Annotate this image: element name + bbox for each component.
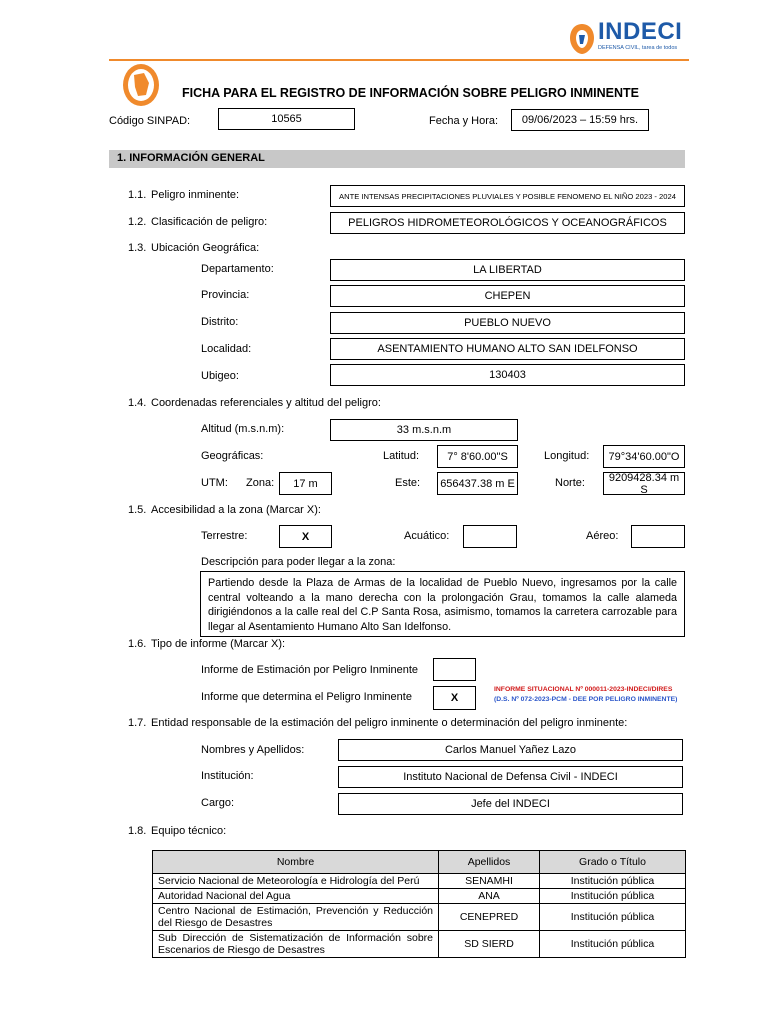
table-cell: Institución pública bbox=[540, 874, 686, 889]
cargo-label: Cargo: bbox=[201, 797, 235, 809]
ubigeo-field[interactable]: 130403 bbox=[330, 364, 685, 386]
table-row bbox=[153, 874, 686, 889]
equipo-table bbox=[152, 850, 686, 958]
longitud-field[interactable]: 79°34'60.00"O bbox=[603, 445, 685, 468]
peligro-field[interactable]: ANTE INTENSAS PRECIPITACIONES PLUVIALES Y POSIBLE FENOMENO EL NIÑO 2023 - 2024 bbox=[330, 185, 685, 207]
informe-note-blue: (D.S. Nº 072-2023-PCM - DEE POR PELIGRO INMINENTE) bbox=[494, 696, 678, 703]
indeci-logo-text: INDECI bbox=[598, 18, 683, 45]
sinpad-field[interactable]: 10565 bbox=[218, 108, 355, 130]
utm-label: UTM: bbox=[201, 477, 228, 489]
coordenadas-label: Coordenadas referenciales y altitud del peligro: bbox=[151, 397, 381, 409]
terrestre-checkbox[interactable]: X bbox=[279, 525, 332, 548]
entidad-num: 1.7. bbox=[128, 717, 147, 729]
page-title: FICHA PARA EL REGISTRO DE INFORMACIÓN SOBRE PELIGRO INMINENTE bbox=[182, 86, 639, 100]
norte-label: Norte: bbox=[555, 477, 585, 489]
column-header: Nombre bbox=[153, 851, 439, 874]
coordenadas-num: 1.4. bbox=[128, 397, 147, 409]
accesibilidad-num: 1.5. bbox=[128, 504, 147, 516]
table-cell: Autoridad Nacional del Agua bbox=[153, 889, 439, 904]
latitud-field[interactable]: 7° 8'60.00"S bbox=[437, 445, 518, 468]
peru-emblem-icon bbox=[122, 63, 160, 107]
column-header: Apellidos bbox=[439, 851, 540, 874]
header-rule bbox=[109, 59, 689, 61]
aereo-label: Aéreo: bbox=[586, 530, 619, 542]
table-header-row bbox=[153, 851, 686, 874]
fecha-field[interactable]: 09/06/2023 – 15:59 hrs. bbox=[511, 109, 649, 131]
zona-field[interactable]: 17 m bbox=[279, 472, 332, 495]
distrito-field[interactable]: PUEBLO NUEVO bbox=[330, 312, 685, 334]
table-cell: ANA bbox=[439, 889, 540, 904]
peligro-num: 1.1. bbox=[128, 189, 147, 201]
determina-label: Informe que determina el Peligro Inminente bbox=[201, 691, 412, 703]
table-cell: Institución pública bbox=[540, 931, 686, 958]
altitud-label: Altitud (m.s.n.m): bbox=[201, 423, 285, 435]
section-general-title: 1. INFORMACIÓN GENERAL bbox=[117, 152, 265, 164]
ubigeo-label: Ubigeo: bbox=[201, 370, 239, 382]
tipo-informe-num: 1.6. bbox=[128, 638, 147, 650]
latitud-label: Latitud: bbox=[383, 450, 420, 462]
cargo-field[interactable]: Jefe del INDECI bbox=[338, 793, 683, 815]
entidad-label: Entidad responsable de la estimación del peligro inminente o determinación del peligro inminente: bbox=[151, 717, 628, 729]
table-row bbox=[153, 931, 686, 958]
indeci-logo bbox=[568, 20, 688, 56]
indeci-logo-subtitle: DEFENSA CIVIL, tarea de todos bbox=[598, 45, 678, 51]
table-cell: SD SIERD bbox=[439, 931, 540, 958]
ubicacion-label: Ubicación Geográfica: bbox=[151, 242, 260, 254]
departamento-label: Departamento: bbox=[201, 263, 274, 275]
accesibilidad-label: Accesibilidad a la zona (Marcar X): bbox=[151, 504, 321, 516]
table-row bbox=[153, 904, 686, 931]
fecha-label: Fecha y Hora: bbox=[429, 115, 499, 127]
nombres-label: Nombres y Apellidos: bbox=[201, 744, 305, 756]
table-row bbox=[153, 889, 686, 904]
localidad-field[interactable]: ASENTAMIENTO HUMANO ALTO SAN IDELFONSO bbox=[330, 338, 685, 360]
table-cell: Sub Dirección de Sistematización de Información sobre Escenarios de Riesgo de Desastres bbox=[153, 931, 439, 958]
geograficas-label: Geográficas: bbox=[201, 450, 264, 462]
zona-label: Zona: bbox=[246, 477, 275, 489]
descripcion-field[interactable]: Partiendo desde la Plaza de Armas de la localidad de Pueblo Nuevo, ingresamos por la calle central volteando a la mano derecha con la prolongación Grau, tomamos la calle alameda dirigiéndonos a la calle real del C.P Santa Rosa, asimismo, tomamos la carretera carrozable para llegar al Asentamiento Humano Alto San Idelfonso. bbox=[200, 571, 685, 637]
terrestre-label: Terrestre: bbox=[201, 530, 248, 542]
provincia-field[interactable]: CHEPEN bbox=[330, 285, 685, 307]
altitud-field[interactable]: 33 m.s.n.m bbox=[330, 419, 518, 441]
descripcion-label: Descripción para poder llegar a la zona: bbox=[201, 556, 396, 568]
este-label: Este: bbox=[395, 477, 421, 489]
column-header: Grado o Título bbox=[540, 851, 686, 874]
aereo-checkbox[interactable] bbox=[631, 525, 685, 548]
institucion-field[interactable]: Instituto Nacional de Defensa Civil - INDECI bbox=[338, 766, 683, 788]
acuatico-label: Acuático: bbox=[404, 530, 450, 542]
este-field[interactable]: 656437.38 m E bbox=[437, 472, 518, 495]
norte-field[interactable]: 9209428.34 m S bbox=[603, 472, 685, 495]
table-cell: SENAMHI bbox=[439, 874, 540, 889]
estimacion-checkbox[interactable] bbox=[433, 658, 476, 681]
indeci-emblem-icon bbox=[568, 22, 596, 56]
peligro-label: Peligro inminente: bbox=[151, 189, 240, 201]
table-cell: Institución pública bbox=[540, 889, 686, 904]
table-cell: CENEPRED bbox=[439, 904, 540, 931]
distrito-label: Distrito: bbox=[201, 316, 239, 328]
clasificacion-field[interactable]: PELIGROS HIDROMETEOROLÓGICOS Y OCEANOGRÁFICOS bbox=[330, 212, 685, 234]
equipo-num: 1.8. bbox=[128, 825, 147, 837]
equipo-label: Equipo técnico: bbox=[151, 825, 227, 837]
informe-note-red: INFORME SITUACIONAL Nº 000011-2023-INDECI/DIRES bbox=[494, 686, 673, 693]
sinpad-label: Código SINPAD: bbox=[109, 115, 191, 127]
ubicacion-num: 1.3. bbox=[128, 242, 147, 254]
table-cell: Centro Nacional de Estimación, Prevención y Reducción del Riesgo de Desastres bbox=[153, 904, 439, 931]
table-cell: Institución pública bbox=[540, 904, 686, 931]
estimacion-label: Informe de Estimación por Peligro Inminente bbox=[201, 664, 419, 676]
localidad-label: Localidad: bbox=[201, 343, 252, 355]
nombres-field[interactable]: Carlos Manuel Yañez Lazo bbox=[338, 739, 683, 761]
table-cell: Servicio Nacional de Meteorología e Hidrología del Perú bbox=[153, 874, 439, 889]
acuatico-checkbox[interactable] bbox=[463, 525, 517, 548]
departamento-field[interactable]: LA LIBERTAD bbox=[330, 259, 685, 281]
determina-checkbox[interactable]: X bbox=[433, 686, 476, 710]
longitud-label: Longitud: bbox=[544, 450, 590, 462]
clasificacion-label: Clasificación de peligro: bbox=[151, 216, 268, 228]
institucion-label: Institución: bbox=[201, 770, 254, 782]
clasificacion-num: 1.2. bbox=[128, 216, 147, 228]
tipo-informe-label: Tipo de informe (Marcar X): bbox=[151, 638, 286, 650]
provincia-label: Provincia: bbox=[201, 289, 250, 301]
